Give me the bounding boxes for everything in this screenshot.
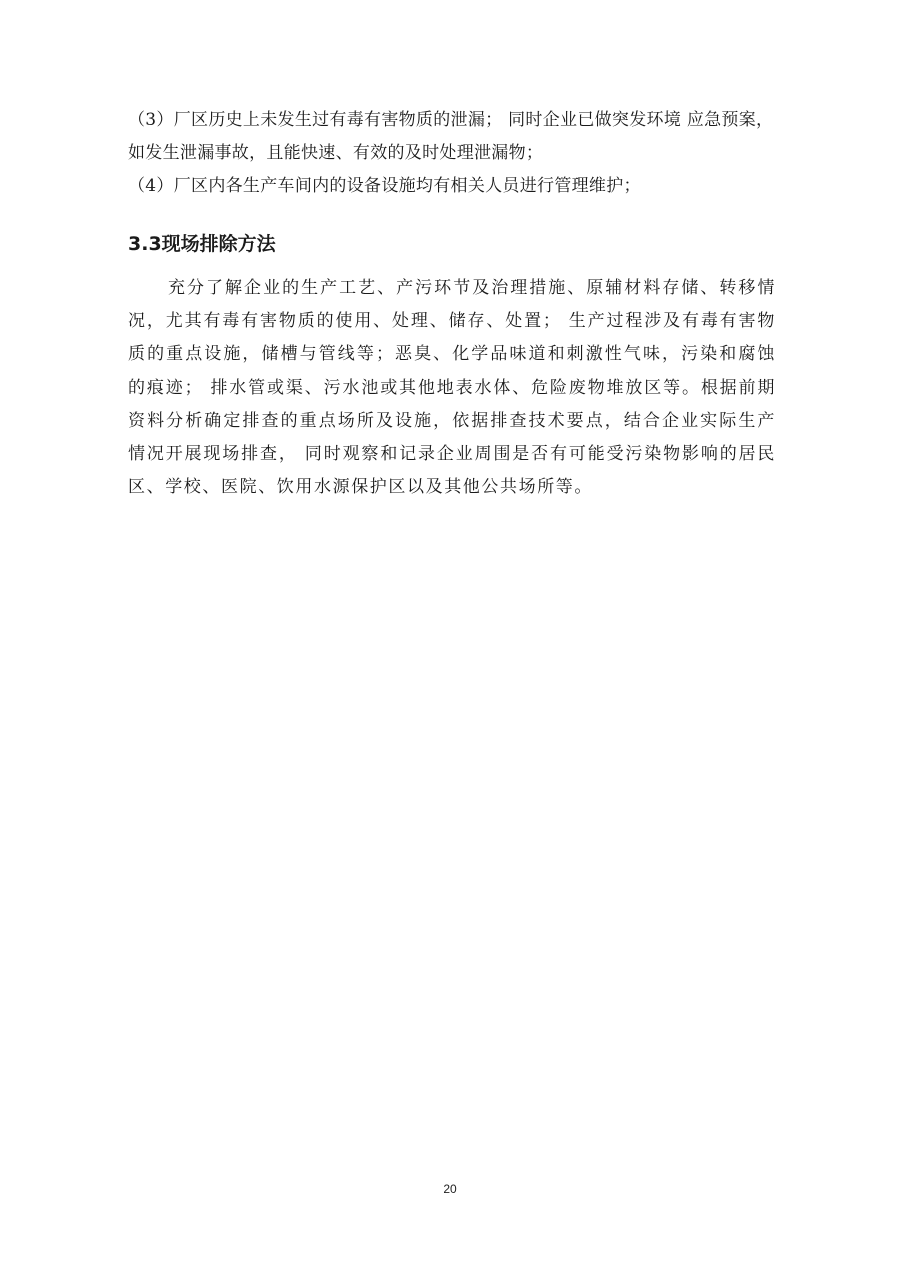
body-paragraph: 充分了解企业的生产工艺、产污环节及治理措施、原辅材料存储、转移情况，尤其有毒有害物质的使用、处理、储存、处置； 生产过程涉及有毒有害物质的重点设施，储槽与管线等；恶臭、化学品味道和刺激性气味，污染和腐蚀的痕迹； 排水管或渠、污水池或其他地表水体、危险废物堆放区等。根据前期资料分析确定排查的重点场所及设施，依据排查技术要点，结合企业实际生产情况开展现场排查， 同时观察和记录企业周围是否有可能受污染物影响的居民区、学校、医院、饮用水源保护区以及其他公共场所等。: [128, 278, 776, 498]
page-number: 20: [443, 1182, 457, 1196]
list-item-3: （3）厂区历史上未发生过有毒有害物质的泄漏； 同时企业已做突发环境 应急预案，如发生泄漏事故，且能快速、有效的及时处理泄漏物；: [128, 110, 774, 163]
section-heading: 3.3现场排除方法: [128, 233, 276, 255]
list-item-4: （4）厂区内各生产车间内的设备设施均有相关人员进行管理维护；: [128, 176, 641, 196]
